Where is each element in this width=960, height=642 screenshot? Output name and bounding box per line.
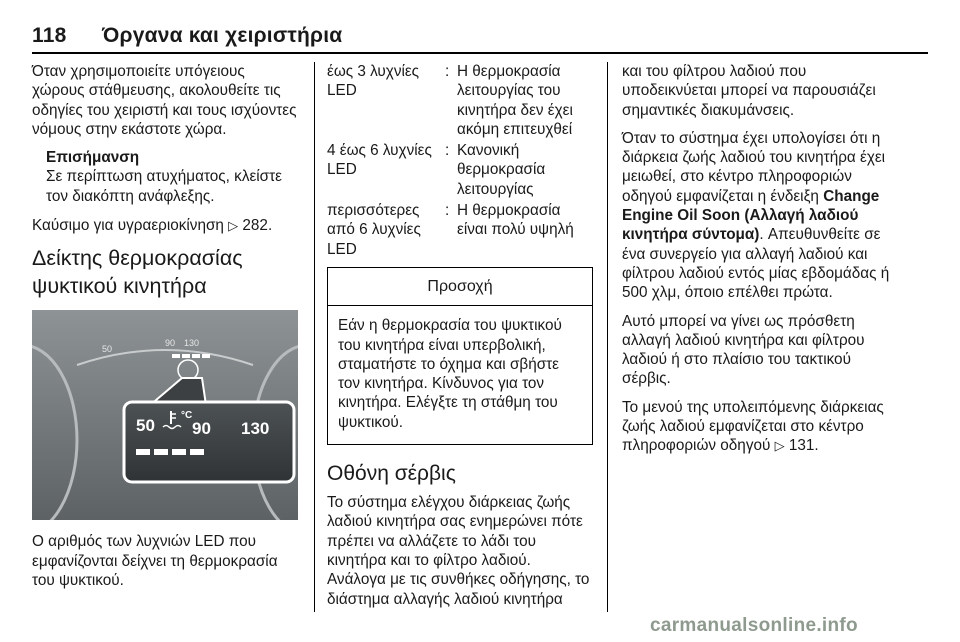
page-number: 118 <box>32 24 67 47</box>
table-row <box>327 62 593 139</box>
oil-change-paragraph <box>622 129 892 303</box>
column-3 <box>622 62 892 465</box>
led-meaning: Η θερμοκρασία λειτουργίας του κινητήρα δεν έχει ακόμη επιτευχθεί <box>457 63 573 138</box>
menu-paragraph <box>622 398 892 456</box>
page-header <box>32 24 342 48</box>
small-scale-50: 50 <box>102 344 113 355</box>
scale-90: 90 <box>192 419 211 439</box>
header-rule <box>32 52 928 54</box>
menu-page-ref[interactable]: 131. <box>788 437 819 455</box>
page-title: Όργανα και χειριστήρια <box>102 24 343 47</box>
page-ref-arrow-icon: ▷ <box>228 218 239 234</box>
section-heading-coolant: Δείκτης θερμοκρασίας ψυκτικού κινητήρα <box>32 246 243 299</box>
separator: : <box>445 202 450 220</box>
coolant-gauge-illustration <box>32 310 298 520</box>
lpg-page-ref[interactable]: 282. <box>242 217 273 235</box>
menu-text: Το μενού της υπολειπόμενης διάρκειας ζωής λαδιού εμφανίζεται στο κέντρο πληροφοριών οδηγού <box>622 398 884 455</box>
small-scale-90: 90 <box>165 338 176 349</box>
caution-text: Εάν η θερμοκρασία του ψυκτικού του κινητήρα είναι υπερβολική, σταματήστε το όχημα και σβήστε τον κινητήρα. Κίνδυνος για τον κινητήρα. Ελέγξτε τη στάθμη του ψυκτικού. <box>338 317 562 431</box>
oil-change-message: Change Engine Oil Soon (Αλλαγή λαδιού κινητήρα σύντομα) <box>622 187 880 244</box>
caution-heading: Προσοχή <box>328 268 592 306</box>
separator: : <box>445 63 450 80</box>
column-1 <box>32 62 298 599</box>
page-ref-arrow-icon: ▷ <box>774 438 785 454</box>
caution-box <box>327 267 593 445</box>
celsius-unit: °C <box>181 410 193 422</box>
service-paragraph-cont: και του φίλτρου λαδιού που υποδεικνύεται μπορεί να παρουσιάζει σημαντικές διακυμάνσεις. <box>622 63 876 119</box>
led-count: 4 έως 6 λυχνίες LED <box>327 142 432 179</box>
small-scale-130: 130 <box>184 338 200 349</box>
watermark: carmanualsonline.info <box>650 615 858 636</box>
led-count: περισσότερες από 6 λυχνίες LED <box>327 202 421 258</box>
figure-caption: Ο αριθμός των λυχνιών LED που εμφανίζονται δείχνει τη θερμοκρασία του ψυκτικού. <box>32 533 278 589</box>
note-box <box>32 148 298 206</box>
lpg-reference <box>32 216 298 235</box>
led-meaning: Κανονική θερμοκρασία λειτουργίας <box>457 142 546 198</box>
parking-paragraph: Όταν χρησιμοποιείτε υπόγειους χώρους στάθμευσης, ακολουθείτε τις οδηγίες του χειριστή και τους ισχύοντες νόμους στην εκάστοτε χώρα. <box>32 63 297 138</box>
led-count: έως 3 λυχνίες LED <box>327 63 420 100</box>
scale-50: 50 <box>136 416 155 436</box>
note-heading: Επισήμανση <box>46 149 140 167</box>
note-text: Σε περίπτωση ατυχήματος, κλείστε τον διακόπτη ανάφλεξης. <box>46 168 282 205</box>
separator: : <box>445 142 450 160</box>
table-row <box>327 141 593 199</box>
additional-service-paragraph: Αυτό μπορεί να γίνει ως πρόσθετη αλλαγή λαδιού κινητήρα και φίλτρου λαδιού ή στο πλαίσιο του τακτικού σέρβις. <box>622 312 865 388</box>
led-meaning: Η θερμοκρασία είναι πολύ υψηλή <box>457 202 574 239</box>
oil-change-text: Όταν το σύστημα έχει υπολογίσει ότι η διάρκεια ζωής λαδιού του κινητήρα έχει μειωθεί, στο κέντρο πληροφοριών οδηγού εμφανίζεται η ένδειξη <box>622 129 886 205</box>
service-paragraph: Το σύστημα ελέγχου διάρκειας ζωής λαδιού κινητήρα σας ενημερώνει πότε πρέπει να αλλάζετε το λάδι του κινητήρα και το φίλτρο λαδιού. Ανάλογα με τις συνθήκες οδήγησης, το διάστημα αλλαγής λαδιού κινητήρα <box>327 494 590 608</box>
table-row <box>327 201 593 259</box>
column-divider-2 <box>607 62 608 612</box>
column-2 <box>327 62 593 618</box>
column-divider-1 <box>314 62 315 612</box>
zoom-panel <box>124 402 294 482</box>
oil-change-text-after: . Απευθυνθείτε σε ένα συνεργείο για αλλαγή λαδιού και φίλτρου λαδιού εντός μίας εβδομάδας ή 500 χλμ, όποιο επέλθει πρώτα. <box>622 226 890 302</box>
lpg-text: Καύσιμο για υγραεριοκίνηση <box>32 217 224 235</box>
scale-130: 130 <box>241 419 270 439</box>
section-heading-service: Οθόνη σέρβις <box>327 462 456 486</box>
led-table <box>327 62 593 259</box>
